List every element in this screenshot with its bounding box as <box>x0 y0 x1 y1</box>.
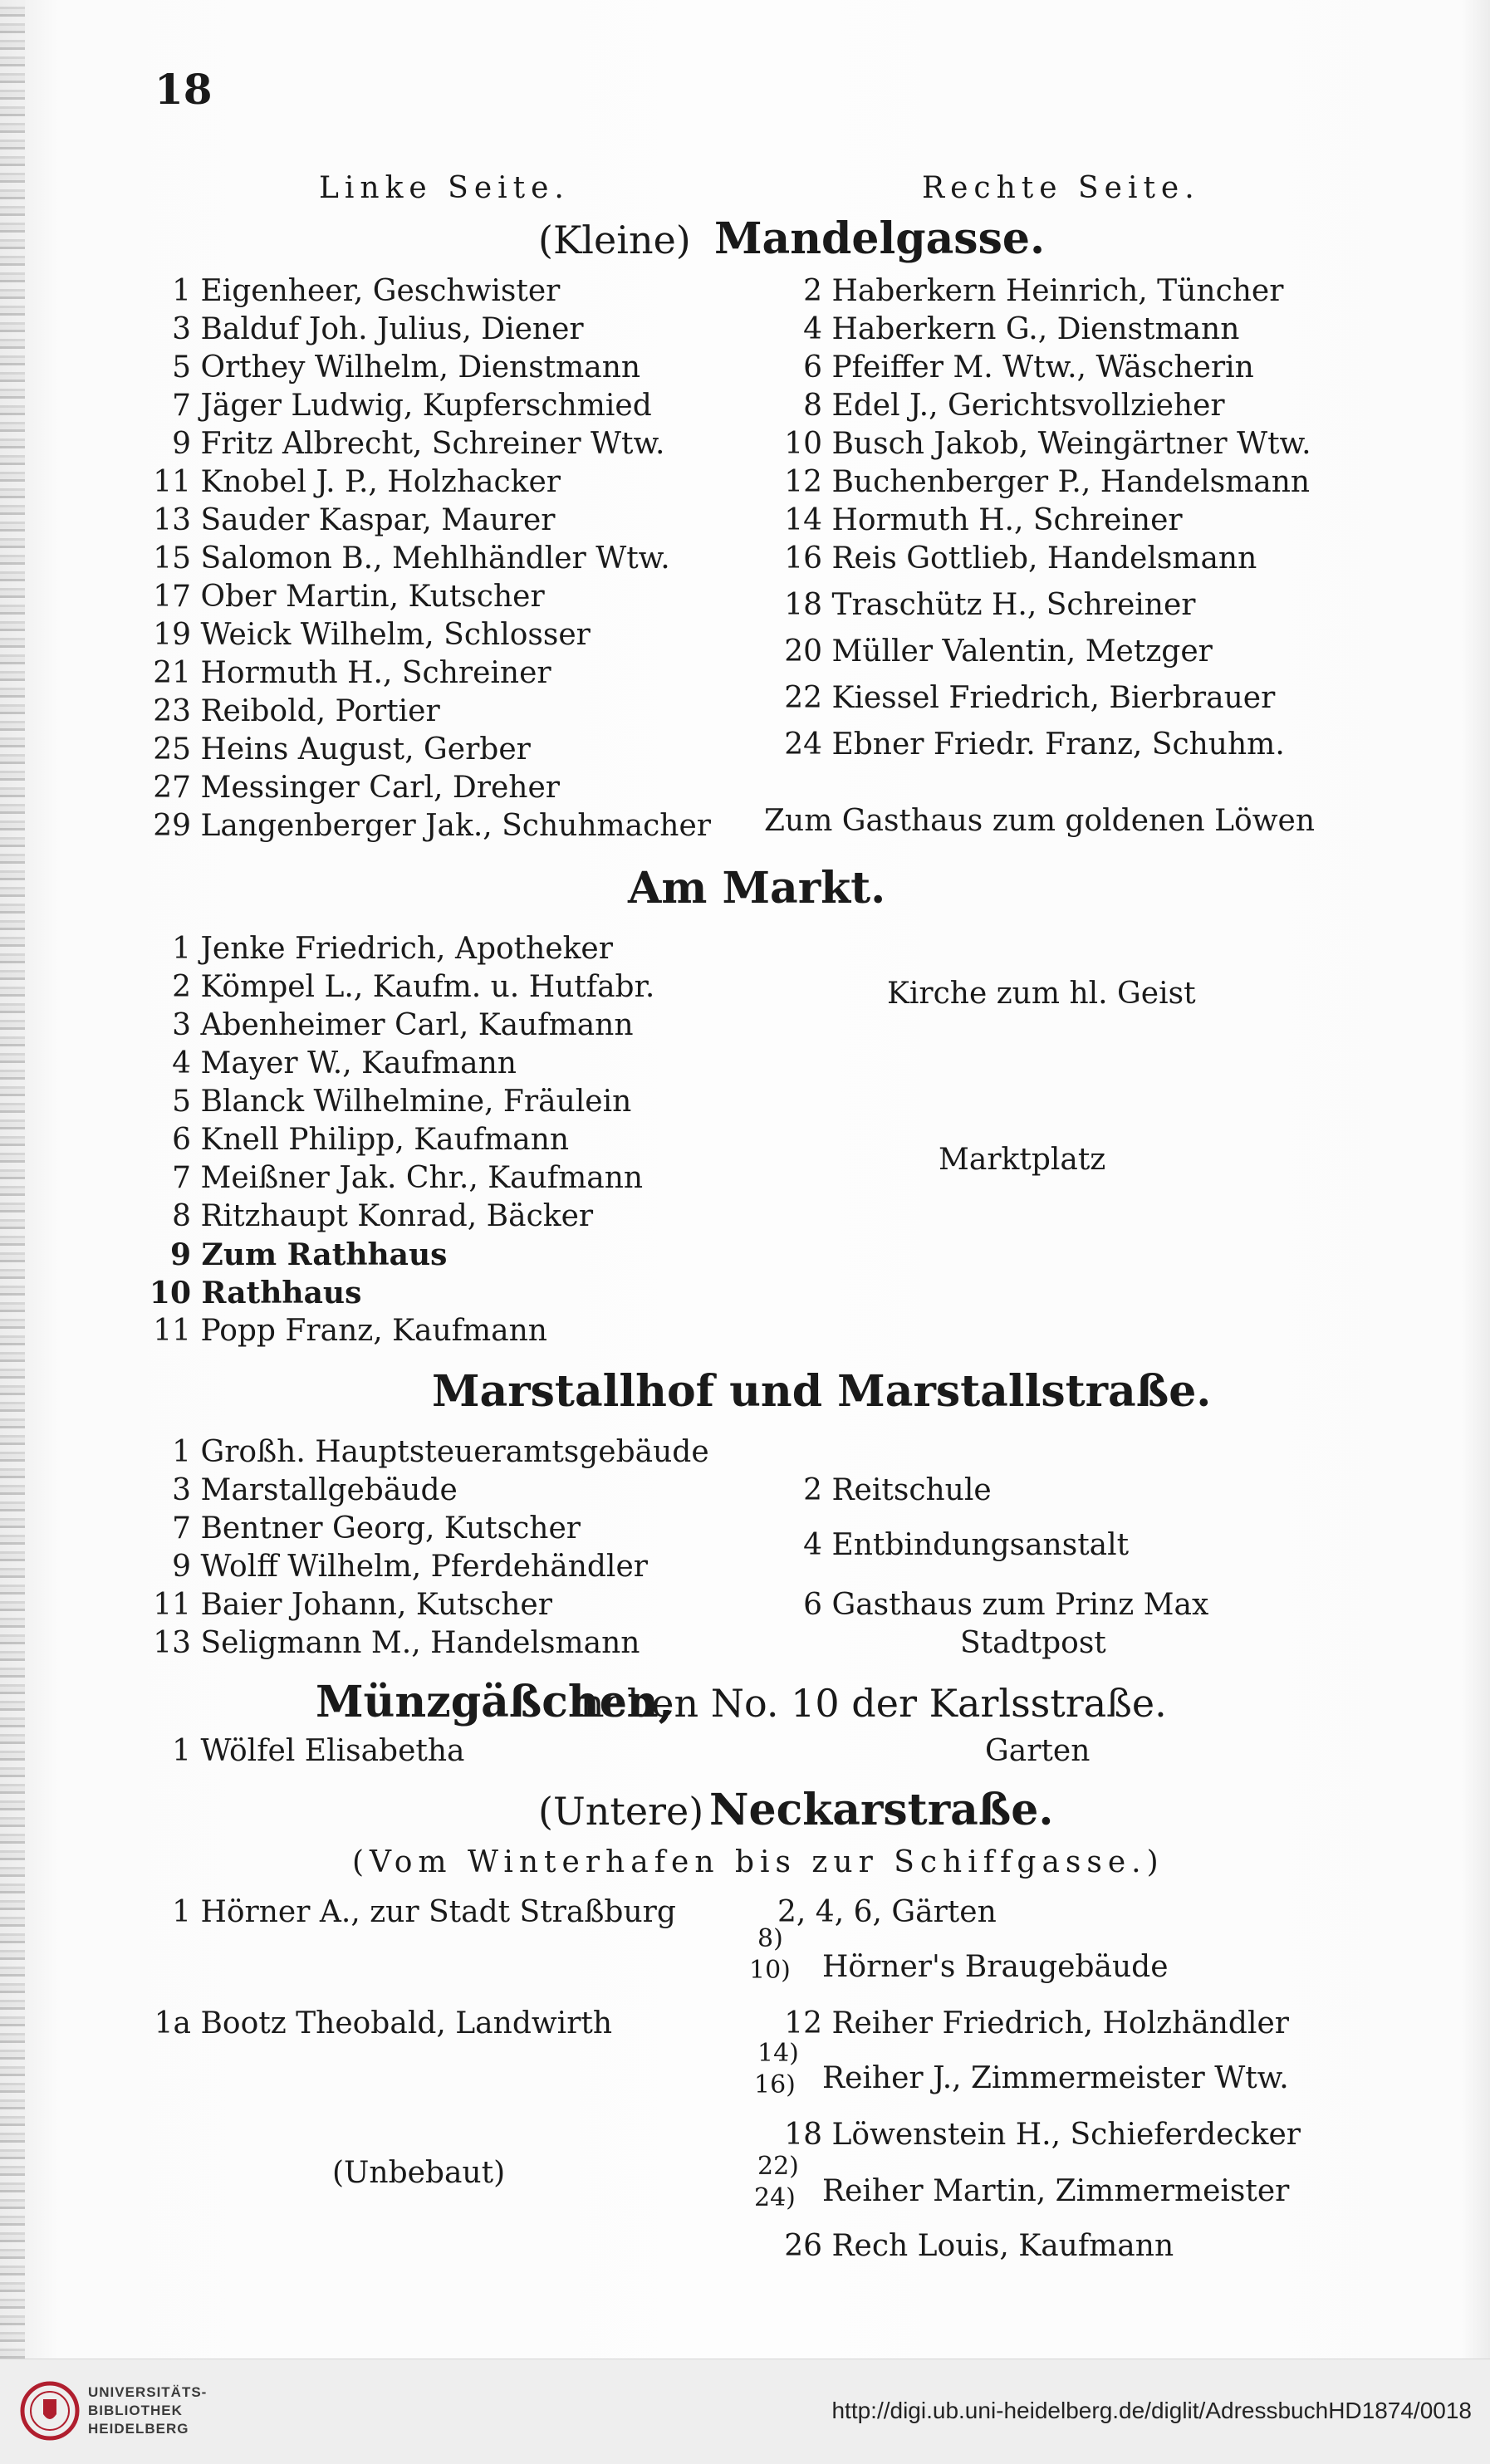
list-item: 5 Orthey Wilhelm, Dienstmann <box>172 350 641 385</box>
list-item: 13 Sauder Kaspar, Maurer <box>153 503 556 537</box>
mandelgasse-right-note: Zum Gasthaus zum goldenen Löwen <box>764 804 1316 838</box>
list-item: 5 Blanck Wilhelmine, Fräulein <box>172 1085 632 1119</box>
page-number: 18 <box>154 65 213 114</box>
list-item: 6 Pfeiffer M. Wtw., Wäscherin <box>803 350 1254 385</box>
list-item: 2 Haberkern Heinrich, Tüncher <box>803 274 1284 308</box>
list-item: Reiher J., Zimmermeister Wtw. <box>822 2061 1289 2095</box>
list-item: 1 Jenke Friedrich, Apotheker <box>172 932 613 966</box>
page-binding-edge <box>0 0 25 2359</box>
list-item: 14 Hormuth H., Schreiner <box>784 503 1183 537</box>
house-number-bottom: 24) <box>754 2183 796 2212</box>
viewer-footer <box>0 2359 1490 2464</box>
list-item: 11 Baier Johann, Kutscher <box>153 1588 552 1622</box>
university-seal-icon <box>20 2381 80 2441</box>
list-item: 4 Entbindungsanstalt <box>803 1528 1130 1562</box>
house-number-top: 8) <box>757 1924 783 1953</box>
list-item: 8 Edel J., Gerichtsvollzieher <box>803 389 1225 423</box>
house-number-bottom: 16) <box>754 2070 796 2099</box>
list-item: 10 Busch Jakob, Weingärtner Wtw. <box>784 427 1311 461</box>
list-item: 10 Rathhaus <box>149 1276 362 1310</box>
list-item: Reiher Martin, Zimmermeister <box>822 2174 1290 2208</box>
list-item: 1 Hörner A., zur Stadt Straßburg <box>172 1895 676 1929</box>
list-item: 3 Balduf Joh. Julius, Diener <box>172 312 584 346</box>
list-item: 18 Löwenstein H., Schieferdecker <box>784 2118 1301 2152</box>
list-item: 8 Ritzhaupt Konrad, Bäcker <box>172 1199 594 1233</box>
section-title-muenzgaesschen-rest: neben No. 10 der Karlsstraße. <box>580 1681 1167 1726</box>
list-item: 25 Heins August, Gerber <box>153 732 531 767</box>
list-item: 13 Seligmann M., Handelsmann <box>153 1626 640 1660</box>
list-item: 1 Großh. Hauptsteueramtsgebäude <box>172 1435 709 1469</box>
source-url-link[interactable]: http://digi.ub.uni-heidelberg.de/diglit/AdressbuchHD1874/0018 <box>831 2398 1472 2423</box>
neckar-right-first: 2, 4, 6, Gärten <box>777 1895 997 1929</box>
list-item: 11 Popp Franz, Kaufmann <box>153 1314 547 1348</box>
section-title-marstall: Marstallhof und Marstallstraße. <box>432 1366 1212 1417</box>
list-item: 15 Salomon B., Mehlhändler Wtw. <box>153 541 670 576</box>
list-item: 6 Knell Philipp, Kaufmann <box>172 1123 570 1157</box>
list-item: 3 Abenheimer Carl, Kaufmann <box>172 1008 634 1042</box>
header-left-side: Linke Seite. <box>319 171 570 205</box>
markt-square: Marktplatz <box>939 1143 1106 1177</box>
section-title-mandelgasse: Mandelgasse. <box>714 213 1046 264</box>
list-item: 1 Wölfel Elisabetha <box>172 1734 465 1768</box>
list-item: 12 Reiher Friedrich, Holzhändler <box>784 2006 1289 2040</box>
list-item: 18 Traschütz H., Schreiner <box>784 588 1196 622</box>
section-title-neckar-prefix: (Untere) <box>538 1789 704 1834</box>
list-item: 27 Messinger Carl, Dreher <box>153 771 560 805</box>
list-item: 9 Zum Rathhaus <box>169 1237 448 1272</box>
house-number-bottom: 10) <box>749 1956 791 1985</box>
list-item: 4 Haberkern G., Dienstmann <box>803 312 1240 346</box>
muenz-garten: Garten <box>985 1734 1091 1768</box>
list-item: 16 Reis Gottlieb, Handelsmann <box>784 541 1257 576</box>
house-number-top: 22) <box>757 2152 799 2181</box>
list-item: 7 Bentner Georg, Kutscher <box>172 1511 581 1546</box>
neckar-left-note: (Unbebaut) <box>332 2156 506 2190</box>
list-item: 9 Fritz Albrecht, Schreiner Wtw. <box>172 427 665 461</box>
list-item: 9 Wolff Wilhelm, Pferdehändler <box>172 1550 648 1584</box>
list-item: 26 Rech Louis, Kaufmann <box>784 2229 1174 2263</box>
list-item: 17 Ober Martin, Kutscher <box>153 580 545 614</box>
marstall-stadtpost: Stadtpost <box>960 1626 1106 1660</box>
list-item: 1 Eigenheer, Geschwister <box>172 274 561 308</box>
list-item: Hörner's Braugebäude <box>822 1950 1169 1984</box>
list-item: 29 Langenberger Jak., Schuhmacher <box>153 809 711 843</box>
section-title-muenzgaesschen: Münzgäßchen, <box>316 1677 674 1727</box>
house-number-top: 14) <box>757 2039 799 2068</box>
list-item: 3 Marstallgebäude <box>172 1473 458 1507</box>
list-item: 2 Reitschule <box>803 1473 992 1507</box>
markt-church: Kirche zum hl. Geist <box>887 977 1196 1011</box>
list-item: 7 Meißner Jak. Chr., Kaufmann <box>172 1161 644 1195</box>
list-item: 23 Reibold, Portier <box>153 694 440 728</box>
list-item: 19 Weick Wilhelm, Schlosser <box>153 618 591 652</box>
list-item: 22 Kiessel Friedrich, Bierbrauer <box>784 681 1276 715</box>
list-item: 20 Müller Valentin, Metzger <box>784 634 1213 669</box>
list-item: 12 Buchenberger P., Handelsmann <box>784 465 1311 499</box>
library-name-line3: HEIDELBERG <box>88 2421 189 2437</box>
list-item: 24 Ebner Friedr. Franz, Schuhm. <box>784 727 1285 762</box>
list-item: 11 Knobel J. P., Holzhacker <box>153 465 561 499</box>
list-item: 7 Jäger Ludwig, Kupferschmied <box>172 389 652 423</box>
list-item: 21 Hormuth H., Schreiner <box>153 656 551 690</box>
list-item: 2 Kömpel L., Kaufm. u. Hutfabr. <box>172 970 655 1004</box>
list-item: 6 Gasthaus zum Prinz Max <box>803 1588 1209 1622</box>
section-subtitle-neckar: (Vom Winterhafen bis zur Schiffgasse.) <box>352 1845 1164 1879</box>
section-title-markt: Am Markt. <box>628 863 886 914</box>
library-name-line2: BIBLIOTHEK <box>88 2403 183 2418</box>
section-title-mandelgasse-prefix: (Kleine) <box>538 218 691 262</box>
header-right-side: Rechte Seite. <box>922 171 1200 205</box>
list-item: 4 Mayer W., Kaufmann <box>172 1046 517 1080</box>
library-name-line1: UNIVERSITÄTS- <box>88 2384 208 2400</box>
list-item: 1a Bootz Theobald, Landwirth <box>154 2006 613 2040</box>
section-title-neckar: Neckarstraße. <box>709 1785 1054 1835</box>
